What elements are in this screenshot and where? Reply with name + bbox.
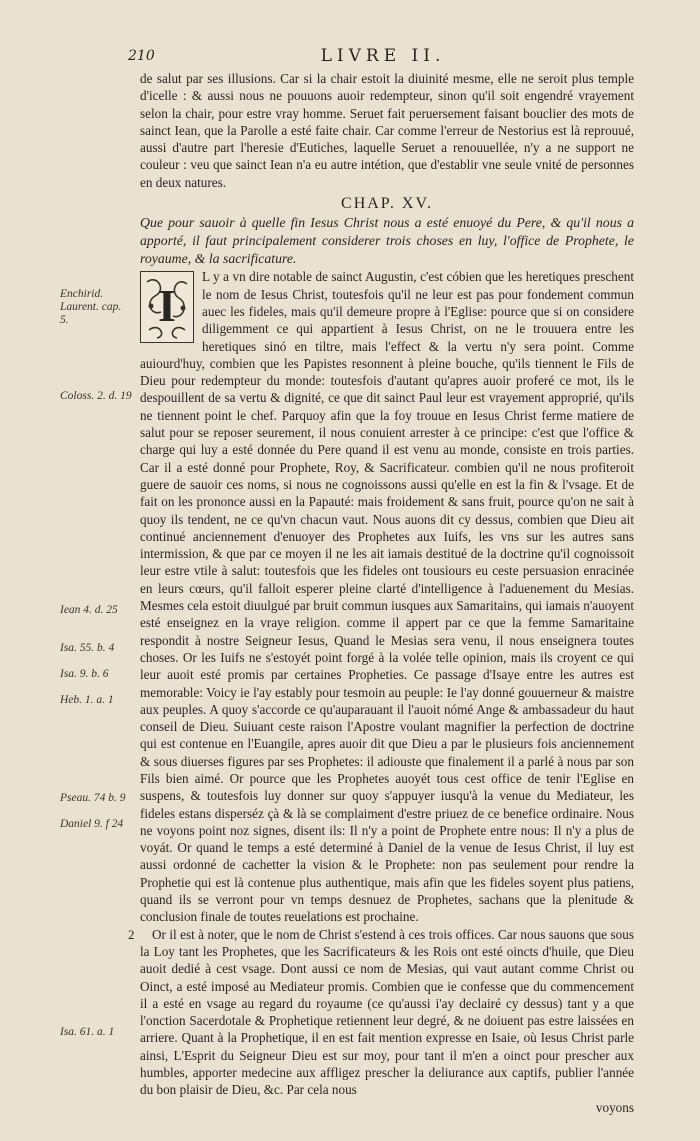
running-title: LIVRE II. <box>320 46 446 66</box>
paragraph-2-text: Or il est à noter, que le nom de Christ s'estend à ces trois offices. Car nous sauons que sous la Loy tant les Prophetes, que les Sacrificateurs & les Rois ont esté oincts d'huile, que Dieu auoit dedié à cest vsage. Dont aussi ce nom de Mesias, qui vaut autant comme Christ ou Oinct, a esté imposé au Mediateur promis. Combien que ie confesse que du commencement il a esté en vsage au regard du royaume (ce qu'aussi i'ay declairé cy dessus) tant y a que l'onction Sacerdotale & Prophetique retiennent leur degré, & ne doiuent pas estre laissées en arriere. Quant à la Prophetique, il en est fait mention expresse en Isaie, où Iesus Christ parle ainsi, L'Esprit du Seigneur Dieu est sur moy, pour tant il m'en a oinct pour prescher aux humbles, apporter medecine aux affligez prescher la deliurance aux captifs, publier l'année du bon plaisir de Dieu, &c. Par cela nous <box>140 926 634 1098</box>
paragraph-number: 2 <box>128 926 135 942</box>
margin-note: Pseau. 74 b. 9 <box>60 792 126 804</box>
margin-note: Isa. 9. b. 6 <box>60 668 109 680</box>
catchword: voyons <box>595 1099 634 1115</box>
main-text-column <box>128 70 634 1116</box>
drop-cap-letter: I <box>158 280 176 332</box>
ornamental-initial-icon <box>140 271 194 343</box>
page-header <box>128 48 638 70</box>
margin-note: Heb. 1. a. 1 <box>60 694 114 706</box>
margin-note: Daniel 9. f 24 <box>60 818 124 830</box>
chapter-heading: CHAP. XV. <box>341 195 433 213</box>
margin-note: Coloss. 2. d. 19 <box>60 390 132 402</box>
margin-note: Iean 4. d. 25 <box>60 604 118 616</box>
margin-note: Isa. 61. a. 1 <box>60 1026 115 1038</box>
margin-note: Enchirid. Laurent. cap. 5. <box>60 288 122 326</box>
page-number: 210 <box>128 48 155 64</box>
opening-paragraph: de salut par ses illusions. Car si la chair estoit la diuinité mesme, elle ne seroit plus temple d'icelle : & aussi nous ne pouuons auoir redempteur, sinon qu'il soit engendré vrayement selon la chair, pour estre vray homme. Seruet fait peruersement faisant bouclier des mots de sainct Iean, que la Parolle a esté faite chair. Car comme l'erreur de Nestorius est là reprouué, aussi d'autre part l'heresie d'Eutiches, laquelle Seruet a renouuellée, n'y a ne support ne couleur : veu que sainct Iean n'a eu autre intétion, que d'establir vne seule vnité de personnes en deux natures. <box>140 71 634 190</box>
chapter-summary: Que pour sauoir à quelle fin Iesus Christ nous a esté enuoyé du Pere, & qu'il nous a apporté, il faut principalement considerer trois choses en luy, l'office de Prophete, le royaume, & la sacrificature. <box>140 215 634 267</box>
paragraph-1: L y a vn dire notable de sainct Augustin, c'est cóbien que les heretiques preschent le nom de Iesus Christ, toutesfois qu'il ne leur est pas pour fondement commun auec les fideles, mais qu'il demeure propre à l'Eglise: pource que si on considere diligemment ce qui appartient à Iesus Christ, on ne le trouuera entre les heretiques sinó en tiltre, mais l'effect & la vertu n'y sera point. Comme auiourd'huy, combien que les Papistes resonnent à pleine bouche, qu'ils tiennent le Fils de Dieu pour redempteur du monde: toutesfois d'autant qu'apres auoir proferé ce mot, ils le despouillent de sa vertu & dignité, ce que dit sainct Paul leur est vrayement approprié, qu'ils ne tiennent point le chef. Parquoy afin que la foy trouue en Iesus Christ ferme matiere de salut pour se reposer seurement, il nous conuient arrester à ce principe: c'est que l'office & charge qui luy a esté donnée du Pere quand il est venu au monde, consiste en trois parties. Car il a esté donné pour Prophete, Roy, & Sacrificateur. combien qu'il ne nous profiteroit guere de sauoir ces noms, si nous ne cognoissons aussi qu'elle en est la fin & l'vsage. Et de fait on les prononce aussi en la Papauté: mais froidement & sans fruit, pource qu'on ne sait à quoy ils tendent, ne ce qu'vn chacun vaut. Nous auons dit cy dessus, combien que Dieu ait continué anciennement d'enuoyer des Prophetes aux Iuifs, les vns sur les autres sans intermission, & que par ce moyen il ne les ait iamais destitué de la doctrine qu'il cognoissoit leur estre vtile à salut: toutesfois que les fideles ont tousiours eu ceste persuasion enracinée en leurs cœurs, qu'il falloit esperer pleine clarté d'intelligence à l'aduenement du Mesias. Mesmes cela estoit diuulgué par bruit commun iusques aux Samaritains, qui iamais n'auoyent esté enseignez en la vraye religion. comme il appert par ce que la femme Samaritaine respondit à nostre Seigneur Iesus, Quand le Mesias sera venu, il nous enseignera toutes choses. Or les Iuifs ne s'estoyét point forgé à la volée telle opinion, mais ils croyent ce qui leur auoit esté promis par certaines Propheties. Ce passage d'Isaye entre les autres est memorable: Voicy ie l'ay estably pour tesmoin au peuple: Ie l'ay donné gouuerneur & maistre aux peuples. A quoy s'accorde ce qu'auparauant il l'auoit nómé Ange & ambassadeur du haut conseil de Dieu. Suiuant ceste raison l'Apostre voulant magnifier la perfection de doctrine qui est contenue en l'Euangile, apres auoir dit que Dieu a par le plusieurs fois anciennement & sous diuerses figures par ses Prophetes: il adiouste que finalement il a parlé à nous par son Fils bien aimé. Or pource que les Prophetes auoyét tous cest office de tenir l'Eglise en suspens, & toutesfois luy donner sur quoy s'appuyer iusqu'à la venue du Mediateur, les fideles estans disperséz çà & là se complaiment d'estre priuez de ce benefice ordinaire. Nous ne voyons point noz signes, disent ils: Il n'y a point de Prophete entre nous: Il n'y a plus de voyát. Or quand le temps a esté determiné à Daniel de la venue de Iesus Christ, il luy est aussi ordonné de cachetter la vision & le Prophete: non pas seulement pour rendre la Prophetie qui est là contenue plus authentique, mais afin que les fideles soyent plus patiens, quand ils se verront pour vn temps desnuez de Prophetes, sachans que la plenitude & conclusion finale de toutes reuelations est prochaine. <box>140 269 634 925</box>
margin-note: Isa. 55. b. 4 <box>60 642 115 654</box>
paragraph-2 <box>128 926 634 1099</box>
